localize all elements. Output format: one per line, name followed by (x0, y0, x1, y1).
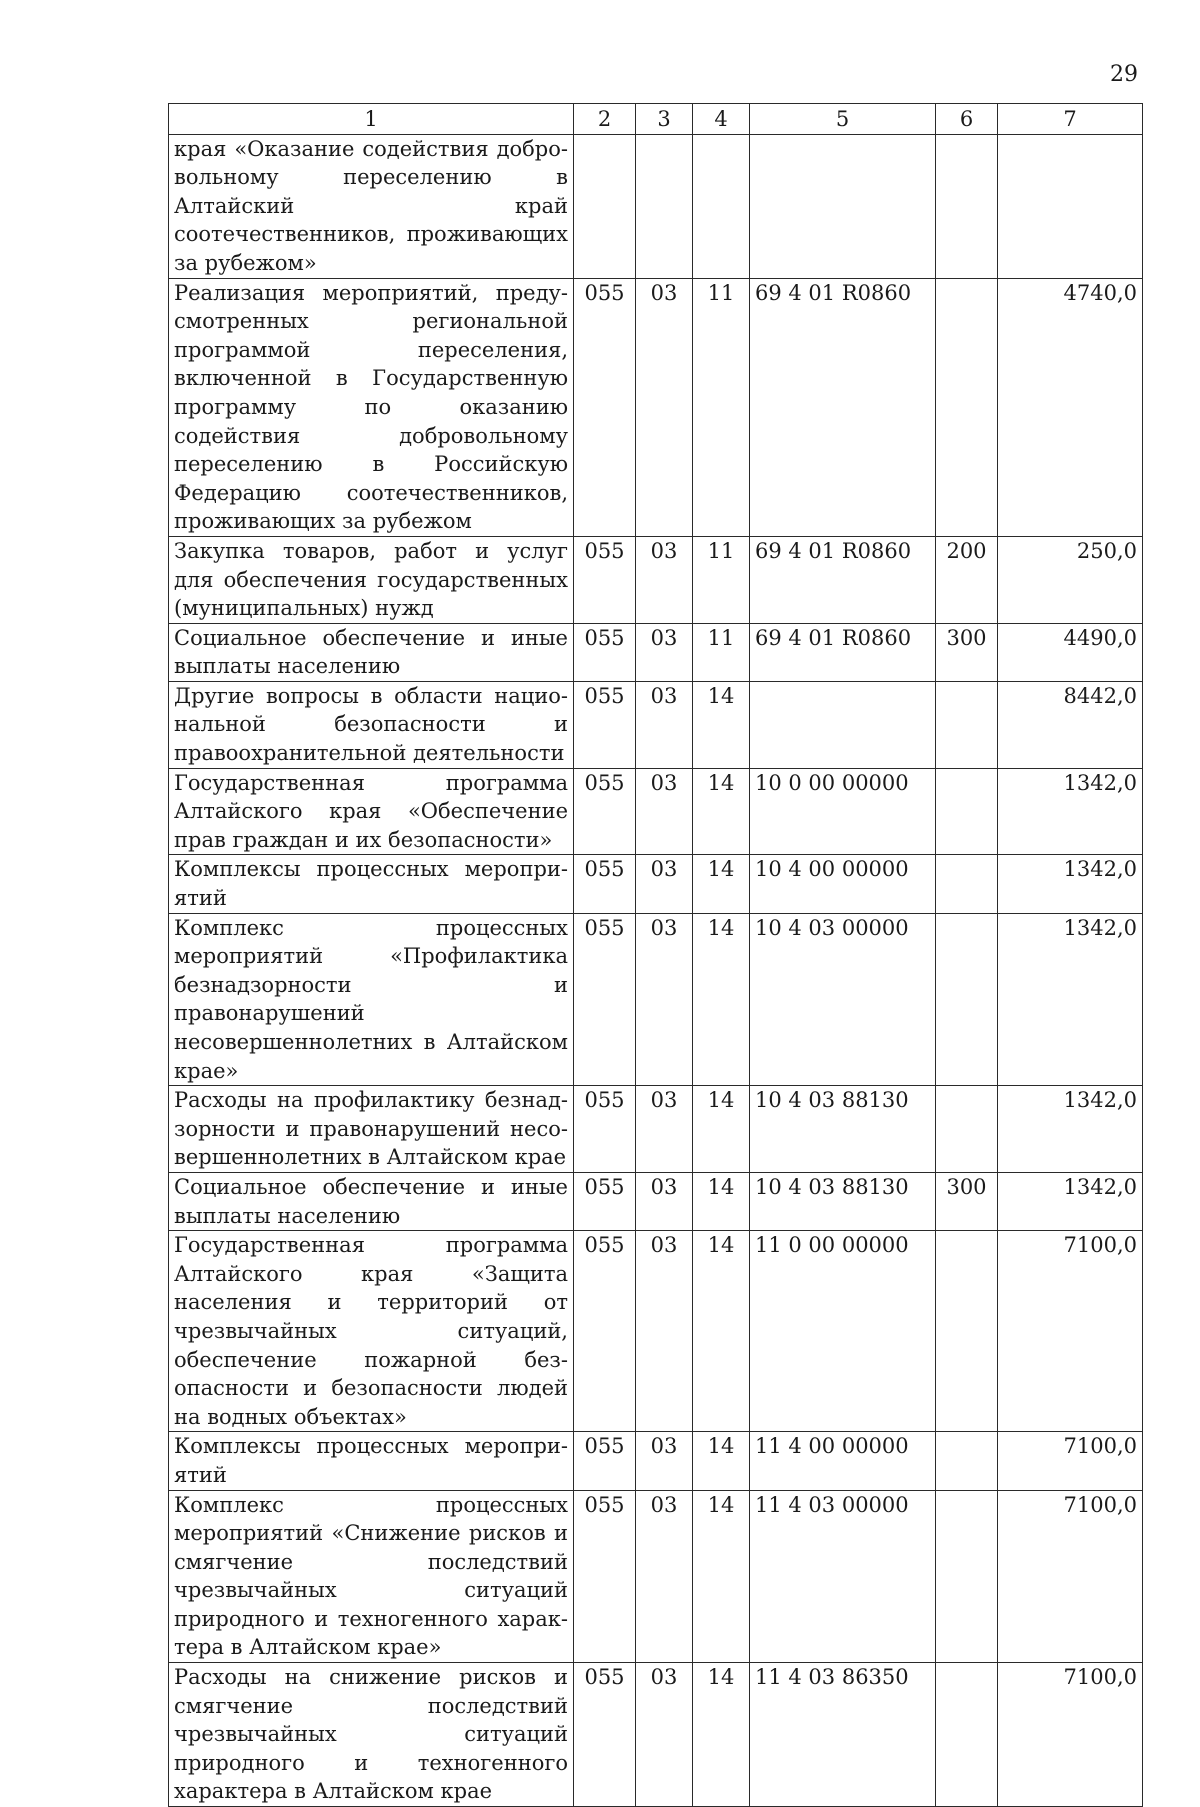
row-sum-cell: 7100,0 (998, 1663, 1143, 1807)
row-sum-cell: 1342,0 (998, 1086, 1143, 1173)
column-header: 6 (936, 104, 998, 135)
row-gr-cell: 055 (574, 913, 636, 1086)
column-header: 4 (693, 104, 750, 135)
row-gr-cell: 055 (574, 855, 636, 913)
row-csr-cell: 10 4 03 88130 (750, 1172, 936, 1230)
row-sum-cell (998, 134, 1143, 278)
row-rz-cell: 03 (636, 623, 693, 681)
row-rz-cell: 03 (636, 1432, 693, 1490)
row-rz-cell: 03 (636, 278, 693, 536)
row-name-cell: Комплекс процессных мероприятий «Снижение рисков и смягчение последствий чрезвычайных ситуаций природного и техногенного характера в Алтайском крае» (169, 1490, 574, 1663)
row-name-cell: Социальное обеспечение и иные выплаты населению (169, 623, 574, 681)
row-vr-cell: 300 (936, 623, 998, 681)
row-vr-cell (936, 1432, 998, 1490)
row-vr-cell (936, 134, 998, 278)
row-vr-cell (936, 278, 998, 536)
row-rz-cell (636, 134, 693, 278)
row-csr-cell: 69 4 01 R0860 (750, 278, 936, 536)
row-name-cell: Реализация мероприятий, предусмотренных региональной программой переселения, включенной в Государственную программу по оказанию содействия добровольному переселению в Российскую Федерацию соотечественников, проживающих за рубежом (169, 278, 574, 536)
row-pr-cell: 14 (693, 1432, 750, 1490)
row-csr-cell: 69 4 01 R0860 (750, 536, 936, 623)
row-pr-cell (693, 134, 750, 278)
table-row (169, 1490, 1143, 1663)
table-row (169, 855, 1143, 913)
row-gr-cell: 055 (574, 768, 636, 855)
row-sum-cell: 7100,0 (998, 1432, 1143, 1490)
row-sum-cell: 7100,0 (998, 1490, 1143, 1663)
row-vr-cell: 200 (936, 536, 998, 623)
row-name-cell: Государственная программа Алтайского края «Защита населения и территорий от чрезвычайных ситуаций, обеспечение пожарной безопасности и безопасности людей на водных объектах» (169, 1231, 574, 1432)
row-rz-cell: 03 (636, 681, 693, 768)
row-sum-cell: 8442,0 (998, 681, 1143, 768)
row-sum-cell: 4490,0 (998, 623, 1143, 681)
row-gr-cell: 055 (574, 1086, 636, 1173)
row-pr-cell: 14 (693, 681, 750, 768)
table-row (169, 768, 1143, 855)
row-name-cell: Комплекс процессных мероприятий «Профилактика безнадзорности и правонарушений несовершеннолетних в Алтайском крае» (169, 913, 574, 1086)
row-gr-cell: 055 (574, 623, 636, 681)
row-name-cell: Расходы на профилактику безнадзорности и правонарушений несовершеннолетних в Алтайском крае (169, 1086, 574, 1173)
table-row (169, 1086, 1143, 1173)
row-rz-cell: 03 (636, 1086, 693, 1173)
row-rz-cell: 03 (636, 913, 693, 1086)
row-pr-cell: 14 (693, 1663, 750, 1807)
table-row (169, 536, 1143, 623)
row-gr-cell: 055 (574, 536, 636, 623)
table-row (169, 134, 1143, 278)
row-pr-cell: 11 (693, 278, 750, 536)
row-pr-cell: 14 (693, 768, 750, 855)
row-csr-cell (750, 134, 936, 278)
table-row (169, 1172, 1143, 1230)
column-header: 1 (169, 104, 574, 135)
row-name-cell: Другие вопросы в области национальной безопасности и правоохранительной деятельности (169, 681, 574, 768)
row-sum-cell: 1342,0 (998, 1172, 1143, 1230)
row-vr-cell (936, 681, 998, 768)
row-csr-cell: 11 4 00 00000 (750, 1432, 936, 1490)
row-pr-cell: 14 (693, 1172, 750, 1230)
row-vr-cell (936, 1086, 998, 1173)
row-csr-cell: 69 4 01 R0860 (750, 623, 936, 681)
row-pr-cell: 14 (693, 1231, 750, 1432)
row-csr-cell: 10 4 03 88130 (750, 1086, 936, 1173)
row-sum-cell: 250,0 (998, 536, 1143, 623)
row-gr-cell: 055 (574, 1231, 636, 1432)
row-vr-cell (936, 1490, 998, 1663)
row-vr-cell (936, 855, 998, 913)
row-csr-cell: 11 0 00 00000 (750, 1231, 936, 1432)
row-sum-cell: 1342,0 (998, 768, 1143, 855)
row-sum-cell: 1342,0 (998, 855, 1143, 913)
table-row (169, 1432, 1143, 1490)
row-pr-cell: 14 (693, 1086, 750, 1173)
row-rz-cell: 03 (636, 768, 693, 855)
row-vr-cell (936, 1231, 998, 1432)
row-sum-cell: 1342,0 (998, 913, 1143, 1086)
row-gr-cell: 055 (574, 1490, 636, 1663)
row-name-cell: Социальное обеспечение и иные выплаты населению (169, 1172, 574, 1230)
row-rz-cell: 03 (636, 1490, 693, 1663)
column-header: 3 (636, 104, 693, 135)
column-header: 7 (998, 104, 1143, 135)
page-number: 29 (1110, 62, 1138, 87)
row-rz-cell: 03 (636, 855, 693, 913)
row-pr-cell: 14 (693, 913, 750, 1086)
table-row (169, 681, 1143, 768)
table-row (169, 1663, 1143, 1807)
column-header: 2 (574, 104, 636, 135)
row-name-cell: Комплексы процессных мероприятий (169, 855, 574, 913)
row-csr-cell: 10 0 00 00000 (750, 768, 936, 855)
row-name-cell: Расходы на снижение рисков и смягчение последствий чрезвычайных ситуаций природного и техногенного характера в Алтайском крае (169, 1663, 574, 1807)
header-row (169, 104, 1143, 135)
row-rz-cell: 03 (636, 1172, 693, 1230)
table-row (169, 278, 1143, 536)
row-name-cell: Государственная программа Алтайского края «Обеспечение прав граждан и их безопасности» (169, 768, 574, 855)
row-gr-cell: 055 (574, 278, 636, 536)
row-gr-cell: 055 (574, 1172, 636, 1230)
row-vr-cell: 300 (936, 1172, 998, 1230)
table-row (169, 1231, 1143, 1432)
row-sum-cell: 7100,0 (998, 1231, 1143, 1432)
row-pr-cell: 14 (693, 855, 750, 913)
row-pr-cell: 14 (693, 1490, 750, 1663)
row-vr-cell (936, 913, 998, 1086)
row-csr-cell: 11 4 03 86350 (750, 1663, 936, 1807)
row-sum-cell: 4740,0 (998, 278, 1143, 536)
row-pr-cell: 11 (693, 623, 750, 681)
row-rz-cell: 03 (636, 1663, 693, 1807)
row-csr-cell (750, 681, 936, 768)
budget-table (168, 103, 1143, 1807)
row-rz-cell: 03 (636, 536, 693, 623)
row-csr-cell: 11 4 03 00000 (750, 1490, 936, 1663)
row-csr-cell: 10 4 00 00000 (750, 855, 936, 913)
row-name-cell: Закупка товаров, работ и услуг для обеспечения государственных (муниципальных) нужд (169, 536, 574, 623)
row-vr-cell (936, 768, 998, 855)
row-name-cell: края «Оказание содействия добровольному переселению в Алтайский край соотечественников, проживающих за рубежом» (169, 134, 574, 278)
row-name-cell: Комплексы процессных мероприятий (169, 1432, 574, 1490)
row-vr-cell (936, 1663, 998, 1807)
row-gr-cell: 055 (574, 681, 636, 768)
row-gr-cell: 055 (574, 1432, 636, 1490)
table-row (169, 913, 1143, 1086)
row-csr-cell: 10 4 03 00000 (750, 913, 936, 1086)
row-gr-cell (574, 134, 636, 278)
column-header: 5 (750, 104, 936, 135)
row-rz-cell: 03 (636, 1231, 693, 1432)
row-gr-cell: 055 (574, 1663, 636, 1807)
table-row (169, 623, 1143, 681)
row-pr-cell: 11 (693, 536, 750, 623)
